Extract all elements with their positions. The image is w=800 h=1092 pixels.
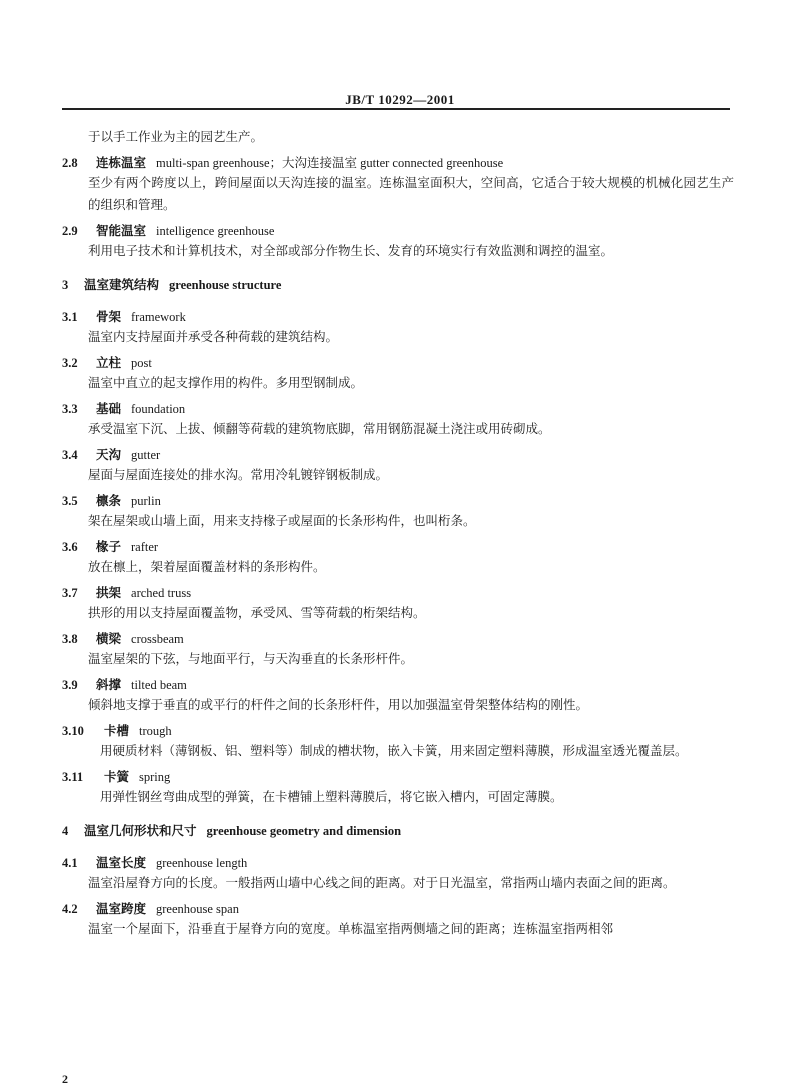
term-3-5 xyxy=(62,492,734,510)
term-number: 3.1 xyxy=(62,310,78,324)
term-number: 3.5 xyxy=(62,494,78,508)
section-3-heading xyxy=(62,276,734,294)
section-title-en: greenhouse geometry and dimension xyxy=(206,824,402,838)
term-zh: 卡簧 xyxy=(104,769,130,784)
section-4-heading xyxy=(62,822,734,840)
term-en: gutter xyxy=(131,448,161,462)
term-number: 3.8 xyxy=(62,632,78,646)
term-3-9 xyxy=(62,676,734,694)
standard-code: JB/T 10292—2001 xyxy=(345,92,455,107)
section-number: 4 xyxy=(62,824,69,838)
term-definition: 温室屋架的下弦，与地面平行，与天沟垂直的长条形杆件。 xyxy=(88,651,414,666)
term-number: 4.1 xyxy=(62,856,78,870)
term-en: foundation xyxy=(131,402,186,416)
term-zh: 天沟 xyxy=(96,447,122,462)
term-3-4 xyxy=(62,446,734,464)
continuation-text: 于以手工作业为主的园艺生产。 xyxy=(88,129,264,144)
term-en: rafter xyxy=(131,540,159,554)
term-zh: 卡槽 xyxy=(104,723,130,738)
term-number: 3.7 xyxy=(62,586,78,600)
term-3-8 xyxy=(62,630,734,648)
term-4-2 xyxy=(62,900,734,918)
term-zh: 温室跨度 xyxy=(96,901,147,916)
term-en: intelligence greenhouse xyxy=(156,224,275,238)
term-zh: 温室长度 xyxy=(96,855,147,870)
term-zh: 智能温室 xyxy=(96,223,147,238)
term-en: trough xyxy=(139,724,172,738)
term-zh: 拱架 xyxy=(96,585,122,600)
term-3-10 xyxy=(62,722,734,740)
term-definition: 温室一个屋面下，沿垂直于屋脊方向的宽度。单栋温室指两侧墙之间的距离；连栋温室指两相邻 xyxy=(88,921,614,936)
term-3-11 xyxy=(62,768,734,786)
term-number: 2.9 xyxy=(62,224,78,238)
term-zh: 基础 xyxy=(96,401,122,416)
term-en: crossbeam xyxy=(131,632,184,646)
term-3-7 xyxy=(62,584,734,602)
term-number: 3.9 xyxy=(62,678,78,692)
term-number: 3.2 xyxy=(62,356,78,370)
term-3-2 xyxy=(62,354,734,372)
term-zh: 立柱 xyxy=(96,355,122,370)
term-number: 3.3 xyxy=(62,402,78,416)
section-title-zh: 温室几何形状和尺寸 xyxy=(84,823,197,838)
term-zh: 斜撑 xyxy=(96,677,122,692)
term-3-3 xyxy=(62,400,734,418)
term-en: tilted beam xyxy=(131,678,187,692)
header-rule xyxy=(62,108,730,110)
term-definition: 用硬质材料（薄钢板、铝、塑料等）制成的槽状物，嵌入卡簧，用来固定塑料薄膜，形成温室透光覆盖层。 xyxy=(100,743,688,758)
term-en: spring xyxy=(139,770,171,784)
term-4-1 xyxy=(62,854,734,872)
term-number: 3.11 xyxy=(62,770,84,784)
term-en: greenhouse span xyxy=(156,902,239,916)
term-definition: 倾斜地支撑于垂直的或平行的杆件之间的长条形杆件，用以加强温室骨架整体结构的刚性。 xyxy=(88,697,589,712)
page-number: 2 xyxy=(62,1072,68,1086)
section-title-zh: 温室建筑结构 xyxy=(84,277,160,292)
section-number: 3 xyxy=(62,278,69,292)
term-definition: 屋面与屋面连接处的排水沟。常用冷轧镀锌钢板制成。 xyxy=(88,467,389,482)
term-definition: 承受温室下沉、上拔、倾翻等荷载的建筑物底脚，常用钢筋混凝土浇注或用砖砌成。 xyxy=(88,421,551,436)
term-en: arched truss xyxy=(131,586,192,600)
term-en: framework xyxy=(131,310,186,324)
term-definition: 温室沿屋脊方向的长度。一般指两山墙中心线之间的距离。对于日光温室，常指两山墙内表面之间的距离。 xyxy=(88,875,676,890)
term-en: purlin xyxy=(131,494,161,508)
term-zh: 连栋温室 xyxy=(96,155,147,170)
term-3-6 xyxy=(62,538,734,556)
term-definition: 温室内支持屋面并承受各种荷载的建筑结构。 xyxy=(88,329,339,344)
term-zh: 檩条 xyxy=(96,493,122,508)
term-definition: 温室中直立的起支撑作用的构件。多用型钢制成。 xyxy=(88,375,364,390)
term-zh: 横梁 xyxy=(96,631,122,646)
term-number: 3.10 xyxy=(62,724,84,738)
document-body xyxy=(62,126,734,940)
term-definition: 利用电子技术和计算机技术，对全部或部分作物生长、发育的环境实行有效监测和调控的温室。 xyxy=(88,243,614,258)
term-zh: 骨架 xyxy=(96,309,122,324)
term-definition: 拱形的用以支持屋面覆盖物，承受风、雪等荷载的桁架结构。 xyxy=(88,605,426,620)
term-2-8 xyxy=(62,154,734,172)
term-number: 3.4 xyxy=(62,448,78,462)
term-definition: 用弹性钢丝弯曲成型的弹簧，在卡槽铺上塑料薄膜后，将它嵌入槽内，可固定薄膜。 xyxy=(100,789,563,804)
term-number: 4.2 xyxy=(62,902,78,916)
term-en: post xyxy=(131,356,152,370)
term-number: 2.8 xyxy=(62,156,78,170)
term-number: 3.6 xyxy=(62,540,78,554)
term-definition: 至少有两个跨度以上，跨间屋面以天沟连接的温室。连栋温室面积大，空间高，它适合于较大规模的机械化园艺生产的组织和管理。 xyxy=(88,175,734,212)
section-title-en: greenhouse structure xyxy=(169,278,282,292)
term-2-9 xyxy=(62,222,734,240)
term-definition: 架在屋架或山墙上面，用来支持椽子或屋面的长条形构件，也叫桁条。 xyxy=(88,513,476,528)
term-definition: 放在檩上，架着屋面覆盖材料的条形构件。 xyxy=(88,559,326,574)
term-3-1 xyxy=(62,308,734,326)
term-zh: 椽子 xyxy=(96,539,122,554)
term-en: multi-span greenhouse；大沟连接温室 gutter connected greenhouse xyxy=(156,156,504,170)
term-en: greenhouse length xyxy=(156,856,248,870)
